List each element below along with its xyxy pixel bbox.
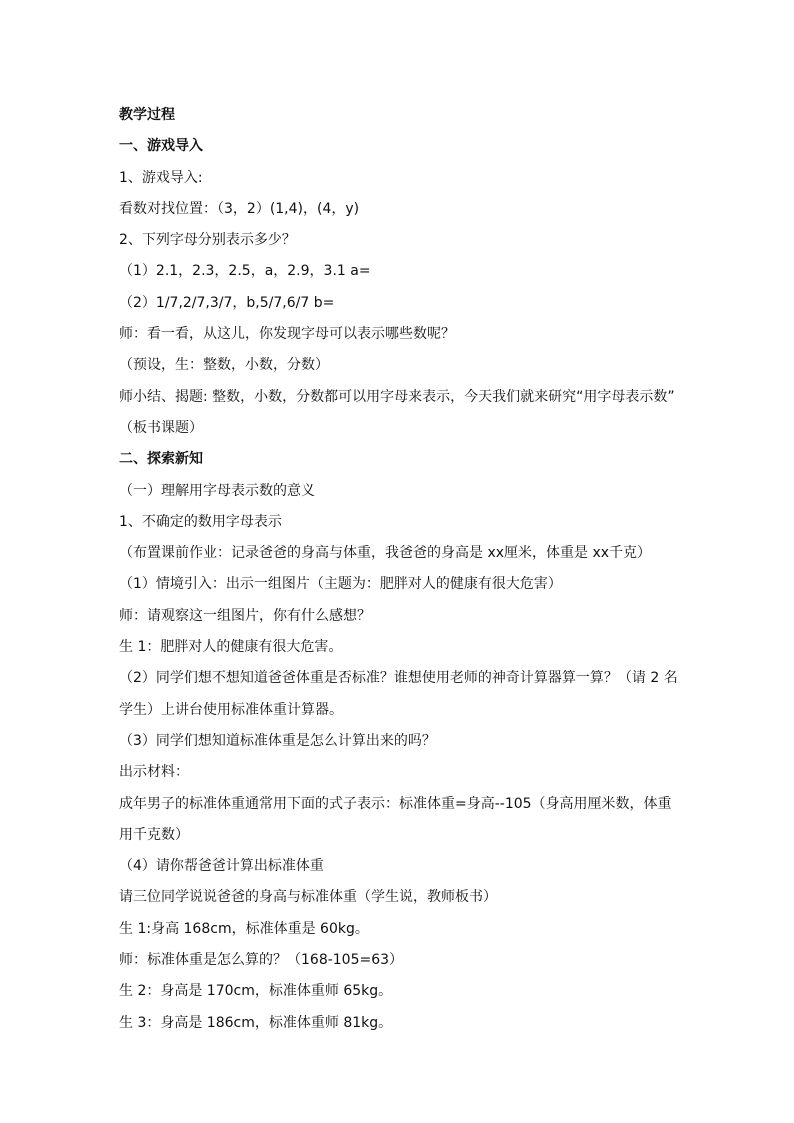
section-title: 教学过程 (119, 107, 175, 123)
paragraph: （4）请你帮爸爸计算出标准体重 (119, 858, 324, 875)
paragraph: 生 1：肥胖对人的健康有很大危害。 (119, 639, 343, 656)
heading-game-intro: 一、游戏导入 (119, 138, 203, 155)
paragraph: 1、不确定的数用字母表示 (119, 513, 282, 530)
paragraph: 成年男子的标准体重通常用下面的式子表示：标准体重=身高--105（身高用厘米数，体重 (119, 795, 672, 812)
paragraph: （板书课题） (119, 419, 203, 436)
paragraph: 学生）上讲台使用标准体重计算器。 (119, 701, 343, 718)
paragraph: 生 2：身高是 170cm，标准体重师 65kg。 (119, 983, 393, 1000)
paragraph: 师：标准体重是怎么算的？（168-105=63） (119, 952, 404, 969)
paragraph: 生 3：身高是 186cm，标准体重师 81kg。 (119, 1014, 393, 1031)
paragraph: 出示材料： (119, 764, 189, 781)
paragraph: 1、游戏导入: (119, 169, 203, 186)
paragraph: 2、下列字母分别表示多少？ (119, 232, 296, 249)
paragraph: 师小结、揭题: 整数，小数，分数都可以用字母来表示，今天我们就来研究“用字母表示数” (119, 388, 675, 405)
paragraph: （布置课前作业：记录爸爸的身高与体重，我爸爸的身高是 xx厘米，体重是 xx千克） (119, 545, 652, 562)
paragraph: 生 1:身高 168cm，标准体重是 60kg。 (119, 920, 369, 937)
paragraph: （预设，生：整数，小数，分数） (119, 357, 329, 374)
paragraph: （1）2.1，2.3，2.5，a，2.9，3.1 a= (119, 263, 371, 280)
paragraph: （3）同学们想知道标准体重是怎么计算出来的吗？ (119, 732, 436, 749)
paragraph: 师：看一看，从这儿，你发现字母可以表示哪些数呢？ (119, 326, 455, 343)
paragraph: 用千克数） (119, 826, 189, 843)
paragraph: （2）同学们想不想知道爸爸体重是否标准？谁想使用老师的神奇计算器算一算？（请 2 名 (119, 670, 678, 687)
paragraph: （2）1/7,2/7,3/7，b,5/7,6/7 b= (119, 294, 335, 311)
document-body (119, 100, 689, 1039)
paragraph: 看数对找位置：（3，2）(1,4)，(4，y) (119, 200, 360, 217)
paragraph: （1）情境引入：出示一组图片（主题为：肥胖对人的健康有很大危害） (119, 576, 562, 593)
paragraph: 请三位同学说说爸爸的身高与标准体重（学生说，教师板书） (119, 889, 497, 906)
paragraph: （一）理解用字母表示数的意义 (119, 482, 315, 499)
paragraph: 师：请观察这一组图片，你有什么感想？ (119, 607, 371, 624)
heading-explore: 二、探索新知 (119, 451, 203, 468)
